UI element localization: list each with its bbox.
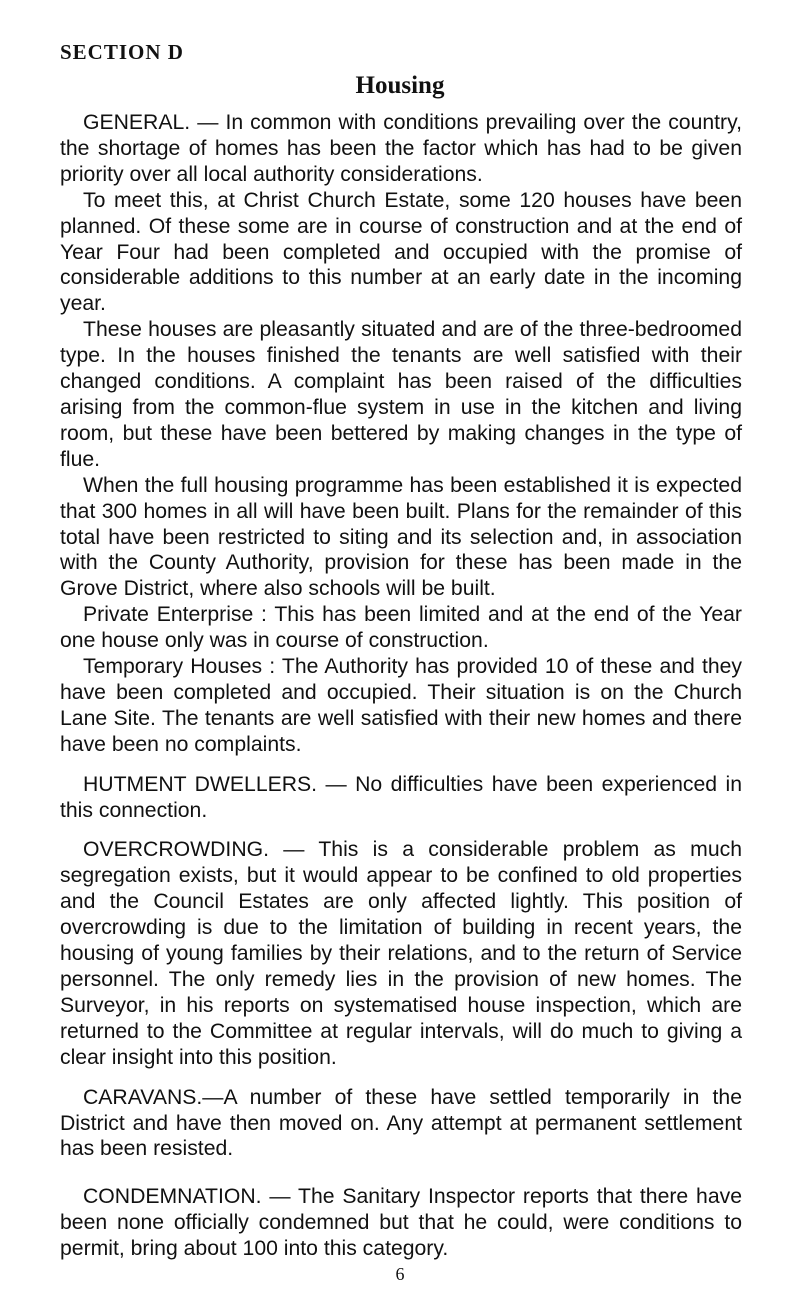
paragraph-three-bedroomed: These houses are pleasantly situated and are of the three-bedroomed type. In the houses finished the tenants are well satisfied with their changed conditions. A complaint has been raised of the difficulties arising from the common-flue system in use in the kitchen and living room, but these have been bettered by making changes in the type of flue. (60, 318, 742, 471)
paragraph-private-enterprise: Private Enterprise : This has been limited and at the end of the Year one house only was in course of construction. (60, 603, 742, 653)
paragraph-temporary-houses: Temporary Houses : The Authority has provided 10 of these and they have been completed and occupied. Their situation is on the Church Lane Site. The tenants are well satisfied with their new homes and there have been no complaints. (60, 655, 742, 756)
paragraph-hutment-dwellers: HUTMENT DWELLERS. — No difficulties have been experienced in this connection. (60, 772, 742, 822)
section-label: SECTION D (60, 40, 184, 64)
page-title: Housing (355, 72, 445, 99)
paragraph-condemnation: CONDEMNATION. — The Sanitary Inspector reports that there have been none officially condemned but that he could, were conditions to permit, bring about 100 into this category. (60, 1185, 742, 1261)
paragraph-christ-church-estate: To meet this, at Christ Church Estate, some 120 houses have been planned. Of these some are in course of construction and at the end of Year Four had been completed and occupied with the promise of considerable additions to this number at an early date in the incoming year. (60, 188, 742, 316)
paragraph-caravans: CARAVANS.—A number of these have settled temporarily in the District and have then moved on. Any attempt at permanent settlement has been resisted. (60, 1085, 742, 1161)
paragraph-housing-programme: When the full housing programme has been established it is expected that 300 homes in all will have been built. Plans for the remainder of this total have been restricted to siting and its selection and, in association with the County Authority, provision for these has been made in the Grove District, where also schools will be built. (60, 473, 742, 601)
document-body (60, 110, 742, 1262)
page-number: 6 (395, 1264, 405, 1284)
paragraph-overcrowding: OVERCROWDING. — This is a considerable problem as much segregation exists, but it would appear to be confined to old properties and the Council Estates are only affected lightly. This position of overcrowding is due to the limitation of building in recent years, the housing of young families by their relations, and to the return of Service personnel. The only remedy lies in the provision of new homes. The Surveyor, in his reports on systematised house inspection, which are returned to the Committee at regular intervals, will do much to giving a clear insight into this position. (60, 838, 742, 1069)
paragraph-general: GENERAL. — In common with conditions prevailing over the country, the shortage of homes has been the factor which has had to be given priority over all local authority considerations. (60, 111, 742, 186)
